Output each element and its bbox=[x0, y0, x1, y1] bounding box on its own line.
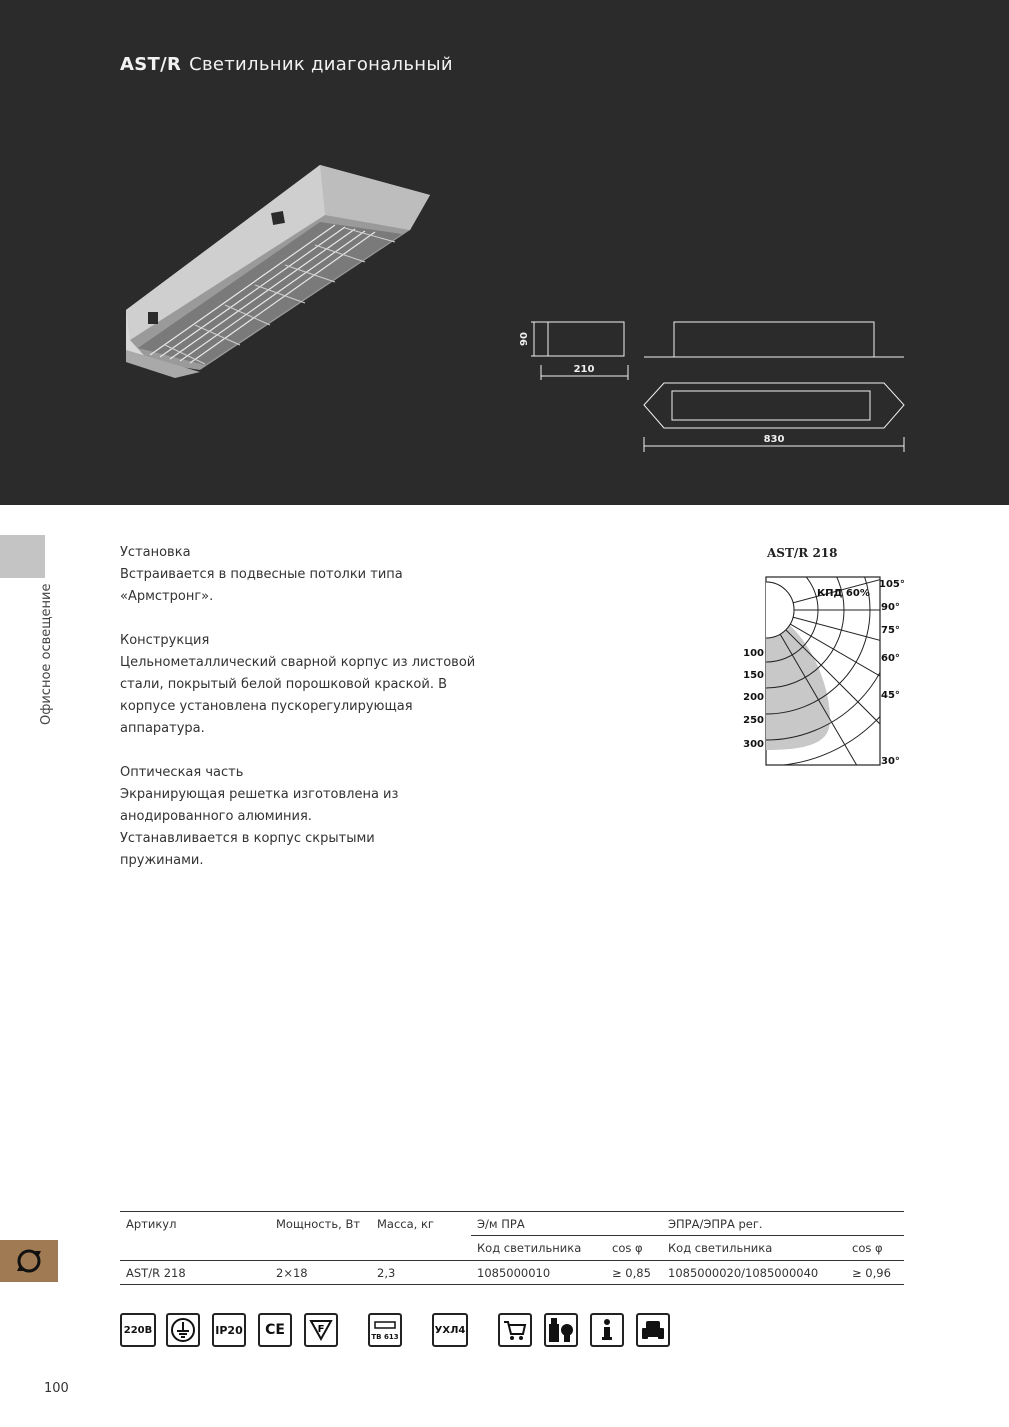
sub-cos-em: cos φ bbox=[606, 1236, 662, 1261]
cell-article: AST/R 218 bbox=[120, 1261, 270, 1285]
table-row bbox=[120, 1261, 904, 1285]
optics-section bbox=[120, 762, 420, 872]
polar-title: AST/R 218 bbox=[767, 546, 838, 560]
side-view-drawing bbox=[531, 322, 904, 452]
dim-height-label: 90 bbox=[519, 332, 530, 346]
info-icon bbox=[590, 1313, 624, 1347]
section-tab bbox=[0, 535, 45, 578]
cell-cos-ecg: ≥ 0,96 bbox=[846, 1261, 904, 1285]
radial-label: 150 bbox=[743, 670, 764, 681]
radial-label: 200 bbox=[743, 692, 764, 703]
cell-cos-em: ≥ 0,85 bbox=[606, 1261, 662, 1285]
sub-code-em: Код светильника bbox=[471, 1236, 606, 1261]
cart-icon bbox=[498, 1313, 532, 1347]
section-label: Офисное освещение bbox=[39, 583, 54, 725]
voltage-icon: 220В bbox=[120, 1313, 156, 1347]
dim-width-label: 210 bbox=[573, 364, 595, 375]
angle-label: 105° bbox=[879, 579, 905, 590]
lamp-type-label: ТВ 613 bbox=[371, 1333, 399, 1341]
sub-code-ecg: Код светильника bbox=[662, 1236, 846, 1261]
optics-text: Экранирующая решетка изготовлена из анодированного алюминия. Устанавливается в корпус скрытыми пружинами. bbox=[120, 787, 399, 868]
col-electronic-ballast: ЭПРА/ЭПРА рег. bbox=[662, 1212, 904, 1236]
armchair-icon bbox=[636, 1313, 670, 1347]
f-mark-text: F bbox=[317, 1324, 325, 1335]
nav-tab[interactable] bbox=[0, 1240, 58, 1282]
col-power: Мощность, Вт bbox=[270, 1212, 371, 1236]
climate-icon: УХЛ4 bbox=[432, 1313, 468, 1347]
angle-label: 75° bbox=[881, 625, 900, 636]
ip-rating-icon: IP20 bbox=[212, 1313, 246, 1347]
ce-mark-icon: CE bbox=[258, 1313, 292, 1347]
col-article: Артикул bbox=[120, 1212, 270, 1236]
radial-label: 250 bbox=[743, 715, 764, 726]
polar-diagram bbox=[735, 570, 935, 770]
construction-heading: Конструкция bbox=[120, 633, 210, 648]
cell-mass: 2,3 bbox=[371, 1261, 471, 1285]
product-subtitle: Светильник диагональный bbox=[189, 54, 453, 75]
angle-label: 90° bbox=[881, 602, 900, 613]
dim-length-label: 830 bbox=[763, 434, 785, 445]
install-section bbox=[120, 542, 500, 608]
lamp-type-icon bbox=[368, 1313, 402, 1347]
construction-section bbox=[120, 630, 480, 740]
office-icon bbox=[544, 1313, 578, 1347]
description bbox=[120, 542, 500, 894]
sub-cos-ecg: cos φ bbox=[846, 1236, 904, 1261]
angle-label: 30° bbox=[881, 756, 900, 767]
angle-label: 45° bbox=[881, 690, 900, 701]
f-mark-icon bbox=[304, 1313, 338, 1347]
cell-code-em: 1085000010 bbox=[471, 1261, 606, 1285]
spec-table bbox=[120, 1211, 904, 1285]
radial-label: 100 bbox=[743, 648, 764, 659]
radial-label: 300 bbox=[743, 739, 764, 750]
install-heading: Установка bbox=[120, 545, 191, 560]
construction-text: Цельнометаллический сварной корпус из листовой стали, покрытый белой порошковой краской. В корпусе установлена пускорегулирующая аппаратура. bbox=[120, 655, 476, 736]
col-mass: Масса, кг bbox=[371, 1212, 471, 1236]
table-subheader-row bbox=[120, 1236, 904, 1261]
optics-heading: Оптическая часть bbox=[120, 765, 244, 780]
ground-icon bbox=[166, 1313, 200, 1347]
page-number: 100 bbox=[44, 1381, 69, 1396]
model-name: AST/R bbox=[120, 54, 182, 75]
table-header-row bbox=[120, 1212, 904, 1236]
product-drawings bbox=[0, 0, 1009, 505]
refresh-icon bbox=[15, 1247, 43, 1275]
angle-label: 60° bbox=[881, 653, 900, 664]
efficiency-label: КПД 60% bbox=[817, 588, 870, 599]
install-text: Встраивается в подвесные потолки типа «Армстронг». bbox=[120, 567, 403, 604]
col-em-ballast: Э/м ПРА bbox=[471, 1212, 662, 1236]
cell-power: 2×18 bbox=[270, 1261, 371, 1285]
luminaire-image bbox=[126, 165, 430, 378]
cell-code-ecg: 1085000020/1085000040 bbox=[662, 1261, 846, 1285]
